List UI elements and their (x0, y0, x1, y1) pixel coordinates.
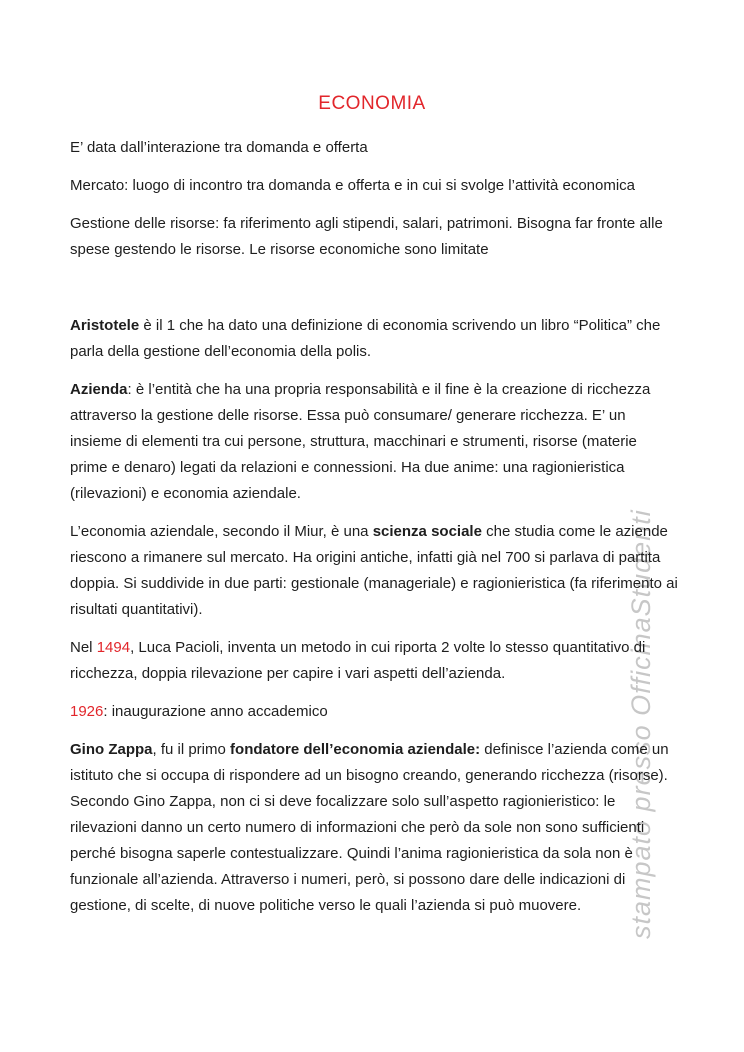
text-segment: E’ data dall’interazione tra domanda e offerta (70, 139, 368, 156)
paragraph (70, 211, 678, 263)
text-segment: : è l’entità che ha una propria responsabilità e il fine è la creazione di ricchezza attraverso la gestione delle risorse. Essa può consumare/ generare ricchezza. E’ un insieme di elementi tra cui persone, struttura, macchinari e strumenti, risorse (materie prime e denaro) legati da relazioni e connessioni. Ha due anime: una ragionieristica (rilevazioni) e economia aziendale. (70, 381, 651, 502)
paragraph (70, 635, 678, 687)
paragraph-spacer (70, 275, 678, 301)
text-segment: che studia come le aziende riescono a rimanere sul mercato. Ha origini antiche, infatti già nel 700 si parlava di partita doppia. Si suddivide in due parti: gestionale (manageriale) e ragionieristica (fa riferimento ai risultati quantitativi). (70, 523, 678, 618)
text-segment: 1494 (96, 639, 131, 656)
text-segment: è il 1 che ha dato una definizione di economia scrivendo un libro “Politica” che parla della gestione dell’economia della polis. (70, 317, 661, 360)
document-body (70, 135, 678, 919)
paragraph (70, 737, 678, 919)
watermark-text: stampato presso OfficinaStudenti (626, 509, 656, 939)
text-segment: fondatore dell’economia aziendale: (230, 741, 481, 758)
text-segment: Aristotele (70, 317, 140, 334)
text-segment: scienza sociale (372, 523, 482, 540)
text-segment: Gino Zappa (70, 741, 153, 758)
paragraph (70, 377, 678, 507)
text-segment: Gestione delle risorse: fa riferimento agli stipendi, salari, patrimoni. Bisogna far fronte alle spese gestendo le risorse. Le risorse economiche sono limitate (70, 215, 663, 258)
text-segment: Azienda (70, 381, 128, 398)
text-segment: Nel (70, 639, 97, 656)
text-segment: , fu il primo (152, 741, 231, 758)
paragraph (70, 135, 678, 161)
text-segment: 1926 (70, 703, 104, 720)
paragraph (70, 313, 678, 365)
document-title: ECONOMIA (318, 93, 426, 114)
paragraph (70, 173, 678, 199)
paragraph (70, 519, 678, 623)
text-segment: definisce l’azienda come un istituto che si occupa di rispondere ad un bisogno creando, generando ricchezza (risorse). Secondo Gino Zappa, non ci si deve focalizzare solo sull’aspetto ragionieristico: le rilevazioni danno un certo numero di informazioni che però da sole non sono sufficienti perché bisogna saperle contestualizzare. Quindi l’anima ragionieristica da sola non è funzionale all’azienda. Attraverso i numeri, però, si possono dare delle indicazioni di gestione, di scelte, di nuove politiche verso le quali l’azienda si può muovere. (70, 741, 669, 914)
text-segment: , Luca Pacioli, inventa un metodo in cui riporta 2 volte lo stesso quantitativo di ricchezza, doppia rilevazione per capire i vari aspetti dell’azienda. (70, 639, 646, 682)
text-segment: L’economia aziendale, secondo il Miur, è una (70, 523, 373, 540)
paragraph (70, 699, 678, 725)
text-segment: Mercato: luogo di incontro tra domanda e offerta e in cui si svolge l’attività economica (70, 177, 636, 194)
text-segment: : inaugurazione anno accademico (103, 703, 328, 720)
